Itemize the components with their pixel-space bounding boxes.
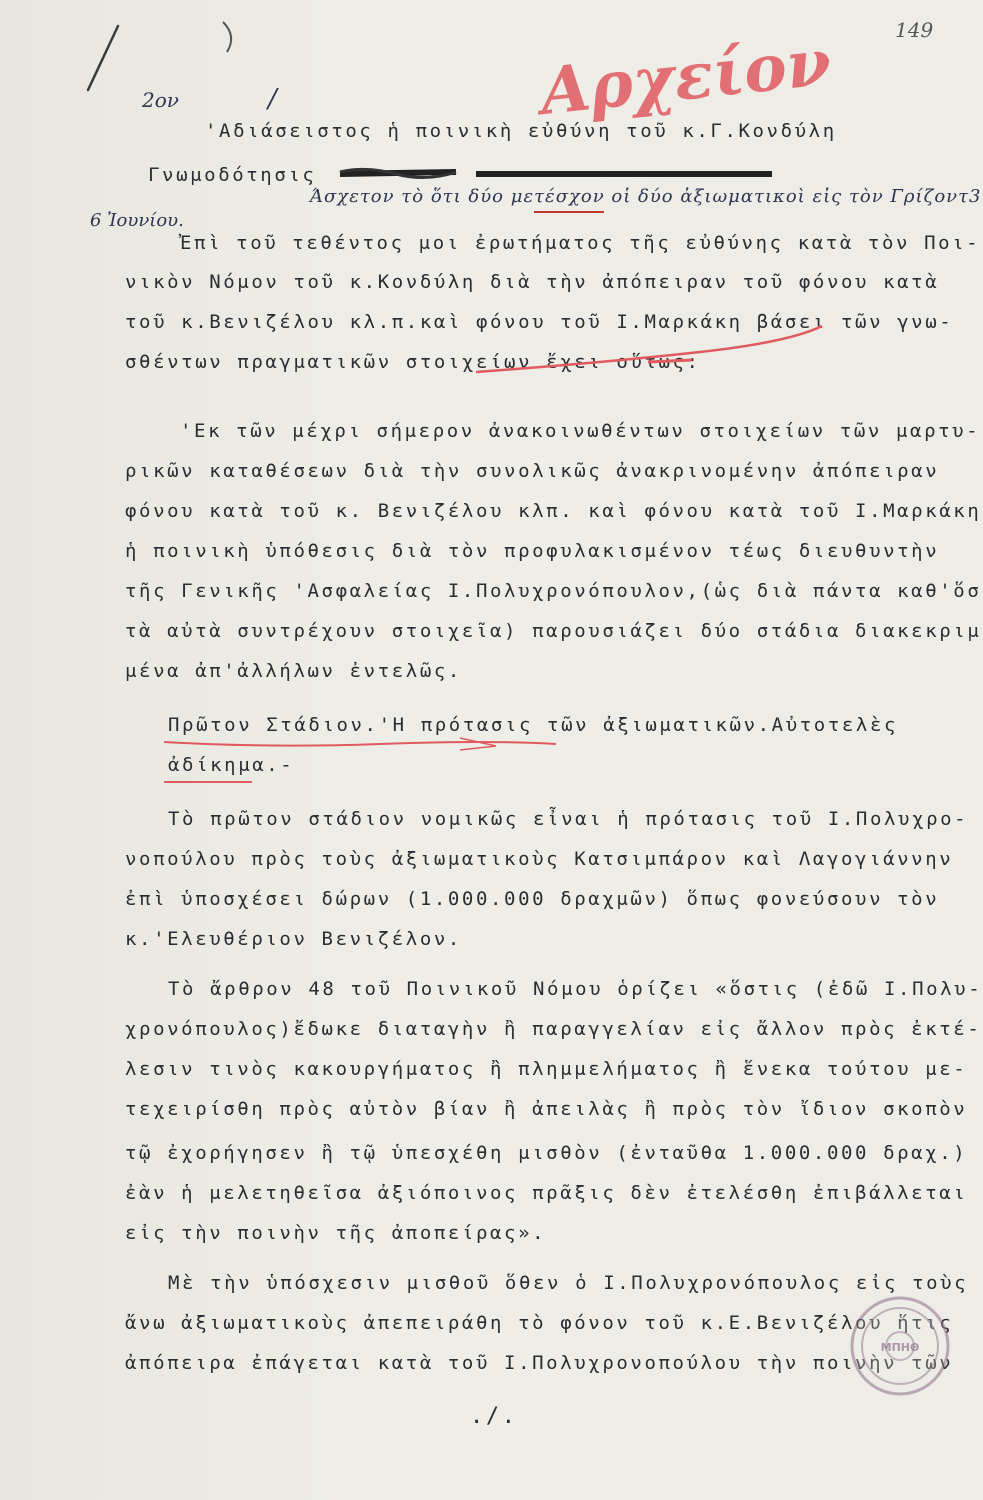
para4-line6: ἐὰν ἡ μελετηθεῖσα ἀξιόποινος πρᾶξις δὲν ἐτελέσθη ἐπιβάλλεται <box>125 1182 968 1204</box>
section-heading-line2: ἀδίκημα.- <box>168 754 295 776</box>
pen-slash-mark <box>70 20 130 100</box>
para4-line5: τῷ ἐχορήγησεν ἢ τῷ ὑπεσχέθη μισθὸν (ἐνταῦθα 1.000.000 δραχ.) <box>125 1142 968 1164</box>
page-number: 149 <box>895 18 934 42</box>
slash-mark: / <box>268 84 277 114</box>
pen-curve-mark <box>215 18 245 58</box>
handwritten-note-line1: Άσχετον τὸ ὅτι δύο μετέσχον οἱ δύο ἀξιωματικοὶ εἰς τὸν Γρίζοντ3 <box>310 186 982 207</box>
opinion-label: Γνωμοδότησις <box>148 164 317 186</box>
para2-line6: τὰ αὐτὰ συντρέχουν στοιχεῖα) παρουσιάζει δύο στάδια διακεκριμ <box>125 620 982 642</box>
page-marker: 2ον <box>142 88 179 112</box>
para2-line5: τῆς Γενικῆς 'Ασφαλείας Ι.Πολυχρονόπουλον,(ὡς διὰ πάντα καθ'ὅσ <box>125 580 982 602</box>
continuation-mark: ./. <box>470 1404 518 1429</box>
para5-line3: ἀπόπειρα ἐπάγεται κατὰ τοῦ Ι.Πολυχρονοπούλου τὴν ποινὴν τῶν <box>125 1352 954 1374</box>
section-heading-line1: Πρῶτον Στάδιον.'Η πρότασις τῶν ἀξιωματικῶν.Αὐτοτελὲς <box>168 714 899 736</box>
para3-line2: νοπούλου πρὸς τοὺς ἀξιωματικοὺς Κατσιμπάρον καὶ Λαγογιάννην <box>125 848 954 870</box>
para4-line4: τεχειρίσθη πρὸς αὐτὸν βίαν ἢ ἀπειλὰς ἢ πρὸς τὸν ἴδιον σκοπὸν <box>125 1098 968 1120</box>
para3-line4: κ.'Ελευθέριον Βενιζέλον. <box>125 928 462 950</box>
para4-line1: Τὸ ἄρθρον 48 τοῦ Ποινικοῦ Νόμου ὁρίζει «ὅστις (ἐδῶ Ι.Πολυ- <box>168 978 983 1000</box>
para1-line4: σθέντων πραγματικῶν στοιχείων ἔχει οὕτως: <box>125 351 701 373</box>
handwritten-note-line2: 6 Ἰουνίου. <box>90 210 184 231</box>
para2-line1: 'Εκ τῶν μέχρι σήμερον ἀνακοινωθέντων στοιχείων τῶν μαρτυ- <box>180 420 981 442</box>
para4-line3: λεσιν τινὸς κακουργήματος ἢ πλημμελήματος ἢ ἕνεκα τούτου με- <box>125 1058 968 1080</box>
document-title: 'Αδιάσειστος ἡ ποινικὴ εὐθύνη τοῦ κ.Γ.Κονδύλη <box>205 120 837 142</box>
para1-line1: Ἐπὶ τοῦ τεθέντος μοι ἐρωτήματος τῆς εὐθύνης κατὰ τὸν Ποι- <box>180 232 981 254</box>
strikethrough-scribble <box>336 160 776 186</box>
red-pencil-underline <box>470 318 830 388</box>
para1-line2: νικὸν Νόμον τοῦ κ.Κονδύλη διὰ τὴν ἀπόπειραν τοῦ φόνου κατὰ <box>125 271 940 293</box>
note-underline <box>532 208 606 216</box>
para2-line4: ἡ ποινικὴ ὑπόθεσις διὰ τὸν προφυλακισμένον τέως διευθυντὴν <box>125 540 940 562</box>
para5-line2: ἄνω ἀξιωματικοὺς ἀπεπειράθη τὸ φόνον τοῦ κ.Ε.Βενιζέλου ἥτις <box>125 1312 954 1334</box>
para2-line3: φόνου κατὰ τοῦ κ. Βενιζέλου κλπ. καὶ φόνου κατὰ τοῦ Ι.Μαρκάκη <box>125 500 982 522</box>
archive-seal <box>838 1290 958 1400</box>
archive-note: Αρχείον <box>536 24 835 131</box>
para2-line7: μένα ἀπ'ἀλλήλων ἐντελῶς. <box>125 660 462 682</box>
seal-letters: ΜΠΗΘ <box>880 1341 920 1354</box>
section-red-underline <box>160 724 560 794</box>
para3-line3: ἐπὶ ὑποσχέσει δώρων (1.000.000 δραχμῶν) ὅπως φονεύσουν τὸν <box>125 888 940 910</box>
para4-line2: χρονόπουλος)ἔδωκε διαταγὴν ἢ παραγγελίαν εἰς ἄλλον πρὸς ἐκτέ- <box>125 1018 982 1040</box>
para3-line1: Τὸ πρῶτον στάδιον νομικῶς εἶναι ἡ πρότασις τοῦ Ι.Πολυχρο- <box>168 808 969 830</box>
para1-line3: τοῦ κ.Βενιζέλου κλ.π.καὶ φόνου τοῦ Ι.Μαρκάκη βάσει τῶν γνω- <box>125 311 954 333</box>
para4-line7: εἰς τὴν ποινὴν τῆς ἀποπείρας». <box>125 1222 547 1244</box>
para2-line2: ρικῶν καταθέσεων διὰ τὴν συνολικῶς ἀνακρινομένην ἀπόπειραν <box>125 460 940 482</box>
para5-line1: Μὲ τὴν ὑπόσχεσιν μισθοῦ ὅθεν ὁ Ι.Πολυχρονόπουλος εἰς τοὺς <box>168 1272 969 1294</box>
